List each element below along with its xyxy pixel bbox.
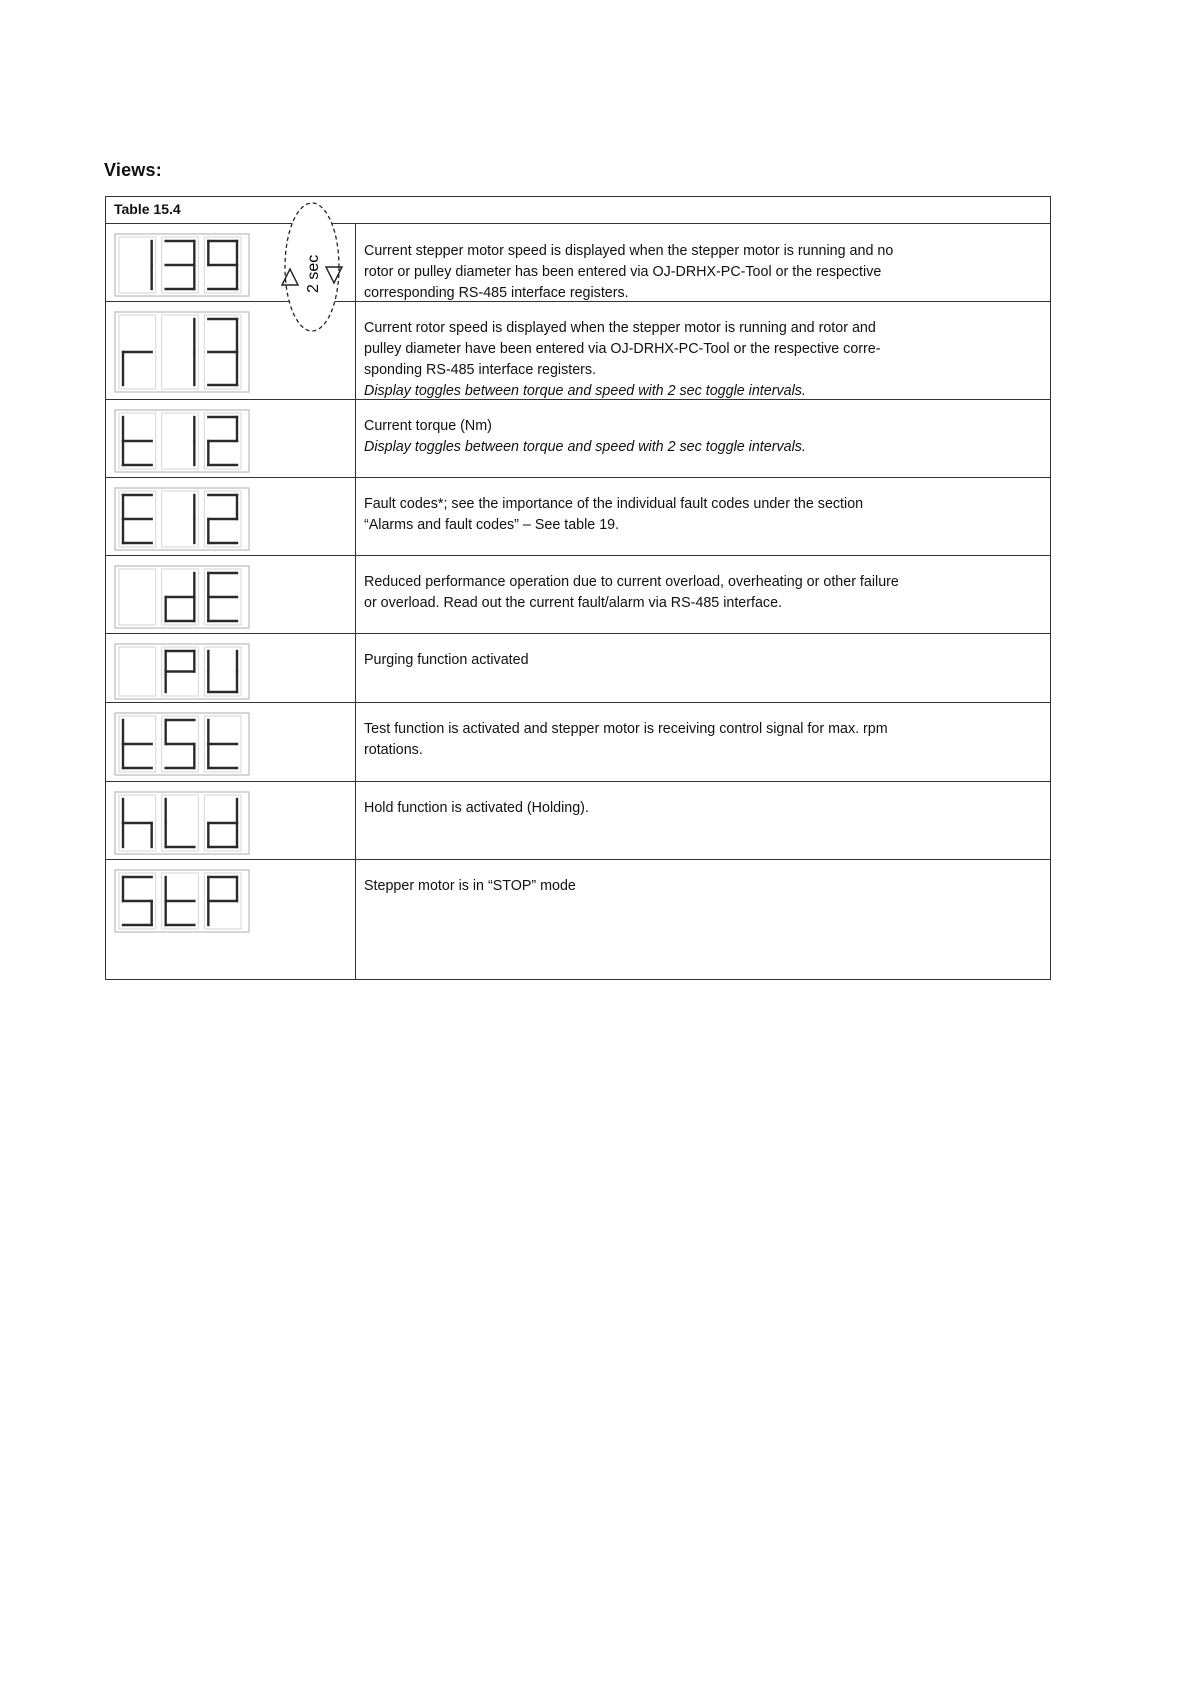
views-table	[105, 196, 1051, 980]
row-divider	[106, 555, 1050, 556]
row-description: Current rotor speed is displayed when the stepper motor is running and rotor and pulley diameter have been entered via OJ-DRHX-PC-Tool or the respective corre- sponding RS-485 interface registers. Display toggles between torque and speed with 2 sec toggle intervals.	[364, 320, 881, 399]
display-139	[114, 233, 250, 297]
row-divider	[106, 781, 1050, 782]
row-description: Test function is activated and stepper motor is receiving control signal for max. rpm rotations.	[364, 721, 888, 758]
toggle-indicator	[274, 199, 350, 335]
row-description: Reduced performance operation due to current overload, overheating or other failure or overload. Read out the current fault/alarm via RS-485 interface.	[364, 574, 899, 611]
toggle-label: 2 sec	[305, 254, 322, 293]
row-description: Hold function is activated (Holding).	[364, 800, 589, 816]
display-hLd	[114, 791, 250, 855]
row-description: Purging function activated	[364, 652, 529, 668]
display-r13	[114, 311, 250, 393]
display-t12	[114, 409, 250, 473]
row-description: Current torque (Nm) Display toggles between torque and speed with 2 sec toggle intervals.	[364, 418, 806, 455]
display-PU	[114, 643, 250, 700]
row-description: Fault codes*; see the importance of the individual fault codes under the section “Alarms and fault codes” – See table 19.	[364, 496, 864, 533]
row-divider	[106, 477, 1050, 478]
table-caption: Table 15.4	[114, 201, 181, 217]
display-tSt	[114, 712, 250, 776]
display-dE	[114, 565, 250, 629]
section-heading: Views:	[104, 160, 162, 180]
row-divider	[106, 633, 1050, 634]
row-divider	[106, 702, 1050, 703]
column-divider	[355, 223, 356, 979]
display-StP	[114, 869, 250, 933]
row-divider	[106, 223, 1050, 224]
row-description: Current stepper motor speed is displayed when the stepper motor is running and no rotor or pulley diameter has been entered via OJ-DRHX-PC-Tool or the respective corresponding RS-485 interface registers.	[364, 243, 894, 301]
display-E12	[114, 487, 250, 551]
row-divider	[106, 859, 1050, 860]
row-description: Stepper motor is in “STOP” mode	[364, 878, 576, 894]
